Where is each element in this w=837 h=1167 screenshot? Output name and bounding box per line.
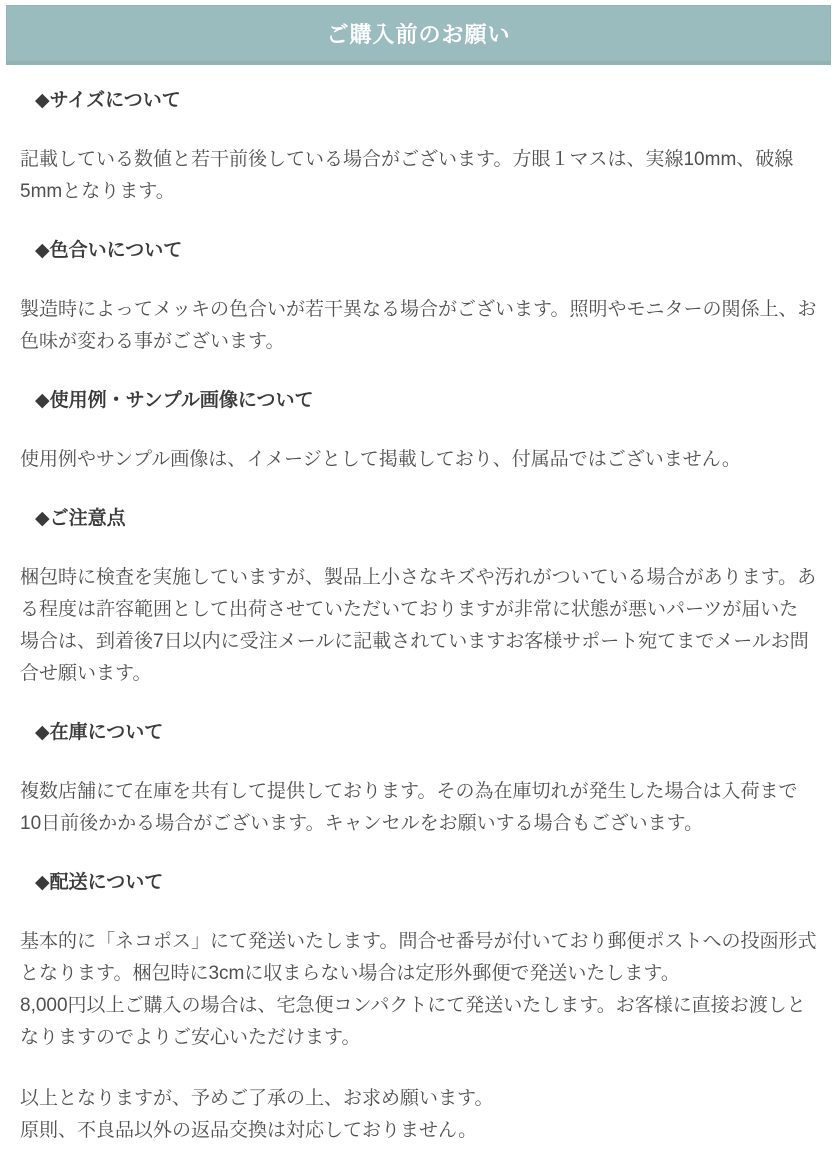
- closing-line-2: 原則、不良品以外の返品交換は対応しておりません。: [20, 1120, 478, 1141]
- shipping-line-1: 基本的に「ネコポス」にて発送いたします。問合せ番号が付いており郵便ポストへの投函形式となります。梱包時に3cmに収まらない場合は定形外郵便で発送いたします。: [20, 931, 817, 984]
- section-heading-color: ◆色合いについて: [35, 240, 183, 261]
- section-heading-sample-images: ◆使用例・サンプル画像について: [35, 390, 314, 411]
- section-body-caution: 梱包時に検査を実施していますが、製品上小さなキズや汚れがついている場合があります。ある程度は許容範囲として出荷させていただいておりますが非常に状態が悪いパーツが届いた場合は、到着後7日以内に受注メールに記載されていますお客様サポート宛てまでメールお問合せ願います。: [20, 567, 817, 684]
- section-heading-caution: ◆ご注意点: [35, 508, 126, 529]
- closing-line-1: 以上となりますが、予めご了承の上、お求め願います。: [20, 1088, 494, 1109]
- section-heading-stock: ◆在庫について: [35, 722, 164, 743]
- page-title: ご購入前のお願い: [326, 22, 511, 47]
- section-heading-size: ◆サイズについて: [35, 90, 181, 111]
- notice-header-bar: [6, 5, 831, 65]
- section-body-size: 記載している数値と若干前後している場合がございます。方眼１マスは、実線10mm、破線5mmとなります。: [20, 149, 794, 202]
- section-body-sample-images: 使用例やサンプル画像は、イメージとして掲載しており、付属品ではございません。: [20, 449, 741, 470]
- section-body-color: 製造時によってメッキの色合いが若干異なる場合がございます。照明やモニターの関係上、お色味が変わる事がございます。: [20, 299, 817, 352]
- purchase-notice-page: [0, 5, 837, 1167]
- shipping-line-2: 8,000円以上ご購入の場合は、宅急便コンパクトにて発送いたします。お客様に直接お渡しとなりますのでよりご安心いただけます。: [20, 995, 806, 1048]
- section-body-stock: 複数店舗にて在庫を共有して提供しております。その為在庫切れが発生した場合は入荷まで10日前後かかる場合がございます。キャンセルをお願いする場合もございます。: [20, 781, 798, 834]
- closing-note: [20, 1083, 817, 1147]
- section-body-shipping: [20, 926, 817, 1054]
- section-heading-shipping: ◆配送について: [35, 872, 164, 893]
- notice-content: [0, 89, 837, 1167]
